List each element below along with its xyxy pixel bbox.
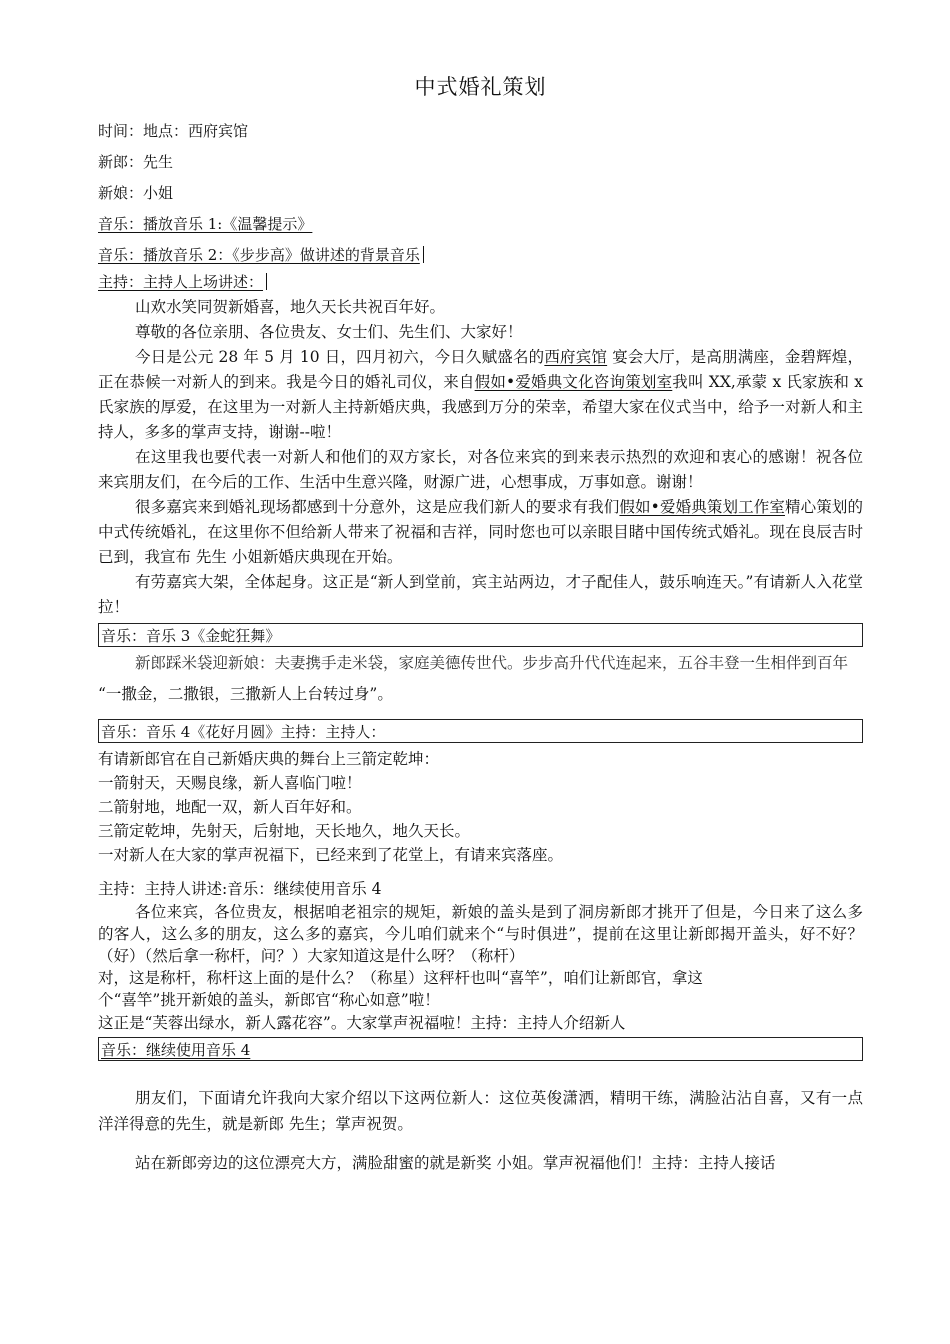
music-5-text: 音乐：继续使用音乐 4 (101, 1041, 251, 1059)
page-title: 中式婚礼策划 (414, 75, 547, 99)
host-2-line: 主持：主持人讲述:音乐：继续使用音乐 4 (98, 880, 382, 898)
document-page (98, 72, 863, 1180)
music-2-line (98, 240, 863, 271)
ceremony-text-a: 很多嘉宾来到婚礼现场都感到十分意外，这是应我们新人的要求有我们 (135, 498, 620, 516)
time-place-line: 时间：地点：西府宾馆 (98, 122, 249, 140)
arrow-line-4: 一对新人在大家的掌声祝福下，已经来到了花堂上，有请来宾落座。 (98, 846, 564, 864)
paragraph-rice-bag: 新郎踩米袋迎新娘：夫妻携手走米袋，家庭美德传世代。步步高升代代连起来，五谷丰登一生相伴到百年 (135, 654, 849, 672)
venue-name: 西府宾馆 (544, 348, 608, 366)
paragraph-ceremony-intro (98, 495, 863, 570)
music-1-text: 音乐：播放音乐 1:《温馨提示》 (98, 215, 313, 233)
studio-name: 假如•爱婚典文化咨询策划室 (474, 373, 673, 391)
studio-name-2: 假如•爱婚典策划工作室 (619, 498, 785, 516)
paragraph-lotus: 这正是“芙蓉出绿水，新人露花容”。大家掌声祝福啦！主持：主持人介绍新人 (98, 1014, 626, 1032)
music-5-box (98, 1037, 863, 1061)
text-cursor-mark (266, 273, 267, 290)
bride-line: 新娘：小姐 (98, 184, 174, 202)
opening-text-a: 今日是公元 28 年 5 月 10 日，四月初六，今日久赋盛名的 (135, 348, 545, 366)
music-3-box: 音乐：音乐 3《金蛇狂舞》 (98, 623, 863, 647)
paragraph-introduce-groom: 朋友们，下面请允许我向大家介绍以下这两位新人：这位英俊潇洒，精明干练，满脸沾沾自喜，又有一点洋洋得意的先生，就是新郎 先生；掌声祝贺。 (98, 1089, 863, 1133)
arrow-line-2: 二箭射地，地配一双，新人百年好和。 (98, 798, 362, 816)
paragraph-stand-up: 有劳嘉宾大架，全体起身。这正是“新人到堂前，宾主站两边，才子配佳人，鼓乐响连天。”有请新人入花堂拉！ (98, 573, 863, 616)
arrow-line-1: 一箭射天，天赐良缘，新人喜临门啦！ (98, 774, 362, 792)
paragraph-veil: 各位来宾，各位贵友，根据咱老祖宗的规矩，新娘的盖头是到了洞房新郎才挑开了但是，今日来了这么多的客人，这么多的朋友，这么多的嘉宾，今儿咱们就来个“与时俱进”，提前在这里让新郎揭开盖头，好不好？（好）（然后拿一称杆，问？）大家知道这是什么呀？（称杆） (98, 903, 863, 965)
paragraph-greeting: 尊敬的各位亲朋、各位贵友、女士们、先生们、大家好！ (135, 323, 523, 341)
paragraph-introduce-bride: 站在新郎旁边的这位漂亮大方，满脸甜蜜的就是新奖 小姐。掌声祝福他们！主持：主持人接话 (135, 1154, 776, 1172)
paragraph-opening (98, 345, 863, 445)
paragraph-veil-cont-1: 对，这是称杆，称杆这上面的是什么？（称星）这秤杆也叫“喜竿”，咱们让新郎官，拿这 (98, 969, 703, 987)
text-cursor-mark (423, 246, 424, 263)
music-4-box: 音乐：音乐 4《花好月圆》主持：主持人： (98, 719, 863, 743)
scatter-chant: “一撒金，二撒银，三撒新人上台转过身”。 (98, 685, 393, 703)
paragraph-thanks: 在这里我也要代表一对新人和他们的双方家长，对各位来宾的到来表示热烈的欢迎和衷心的感谢！祝各位来宾朋友们，在今后的工作、生活中生意兴隆，财源广进，心想事成，万事如意。谢谢！ (98, 448, 863, 491)
host-1-line (98, 271, 863, 293)
opening-text-b: 宴会大厅，是高朋满座，金碧辉煌，正在恭候一对新人的到来。我是今日的婚礼司仪，来自 (98, 348, 863, 391)
opening-text-c: 我叫 XX,承蒙 x 氏家族和 x 氏家族的厚爱，在这里为一对新人主持新婚庆典，我感到万分的荣幸，希望大家在仪式当中，给予一对新人和主持人，多多的掌声支持，谢谢--啦！ (98, 373, 863, 441)
paragraph-veil-cont-2: 个“喜竿”挑开新娘的盖头，新郎官“称心如意”啦！ (98, 991, 440, 1009)
groom-line: 新郎：先生 (98, 153, 174, 171)
arrow-intro: 有请新郎官在自己新婚庆典的舞台上三箭定乾坤： (98, 750, 440, 768)
paragraph-greeting-couplet: 山欢水笑同贺新婚喜，地久天长共祝百年好。 (135, 298, 446, 316)
music-1-line (98, 209, 863, 240)
music-2-text: 音乐：播放音乐 2：《步步高》做讲述的背景音乐 (98, 246, 420, 264)
arrow-line-3: 三箭定乾坤，先射天，后射地，天长地久，地久天长。 (98, 822, 471, 840)
ceremony-text-b: 精心策划的中式传统婚礼，在这里你不但给新人带来了祝福和吉祥，同时您也可以亲眼目睹中国传统式婚礼。现在良辰吉时已到，我宣布 先生 小姐新婚庆典现在开始。 (98, 498, 863, 566)
host-1-text: 主持：主持人上场讲述： (98, 273, 264, 291)
